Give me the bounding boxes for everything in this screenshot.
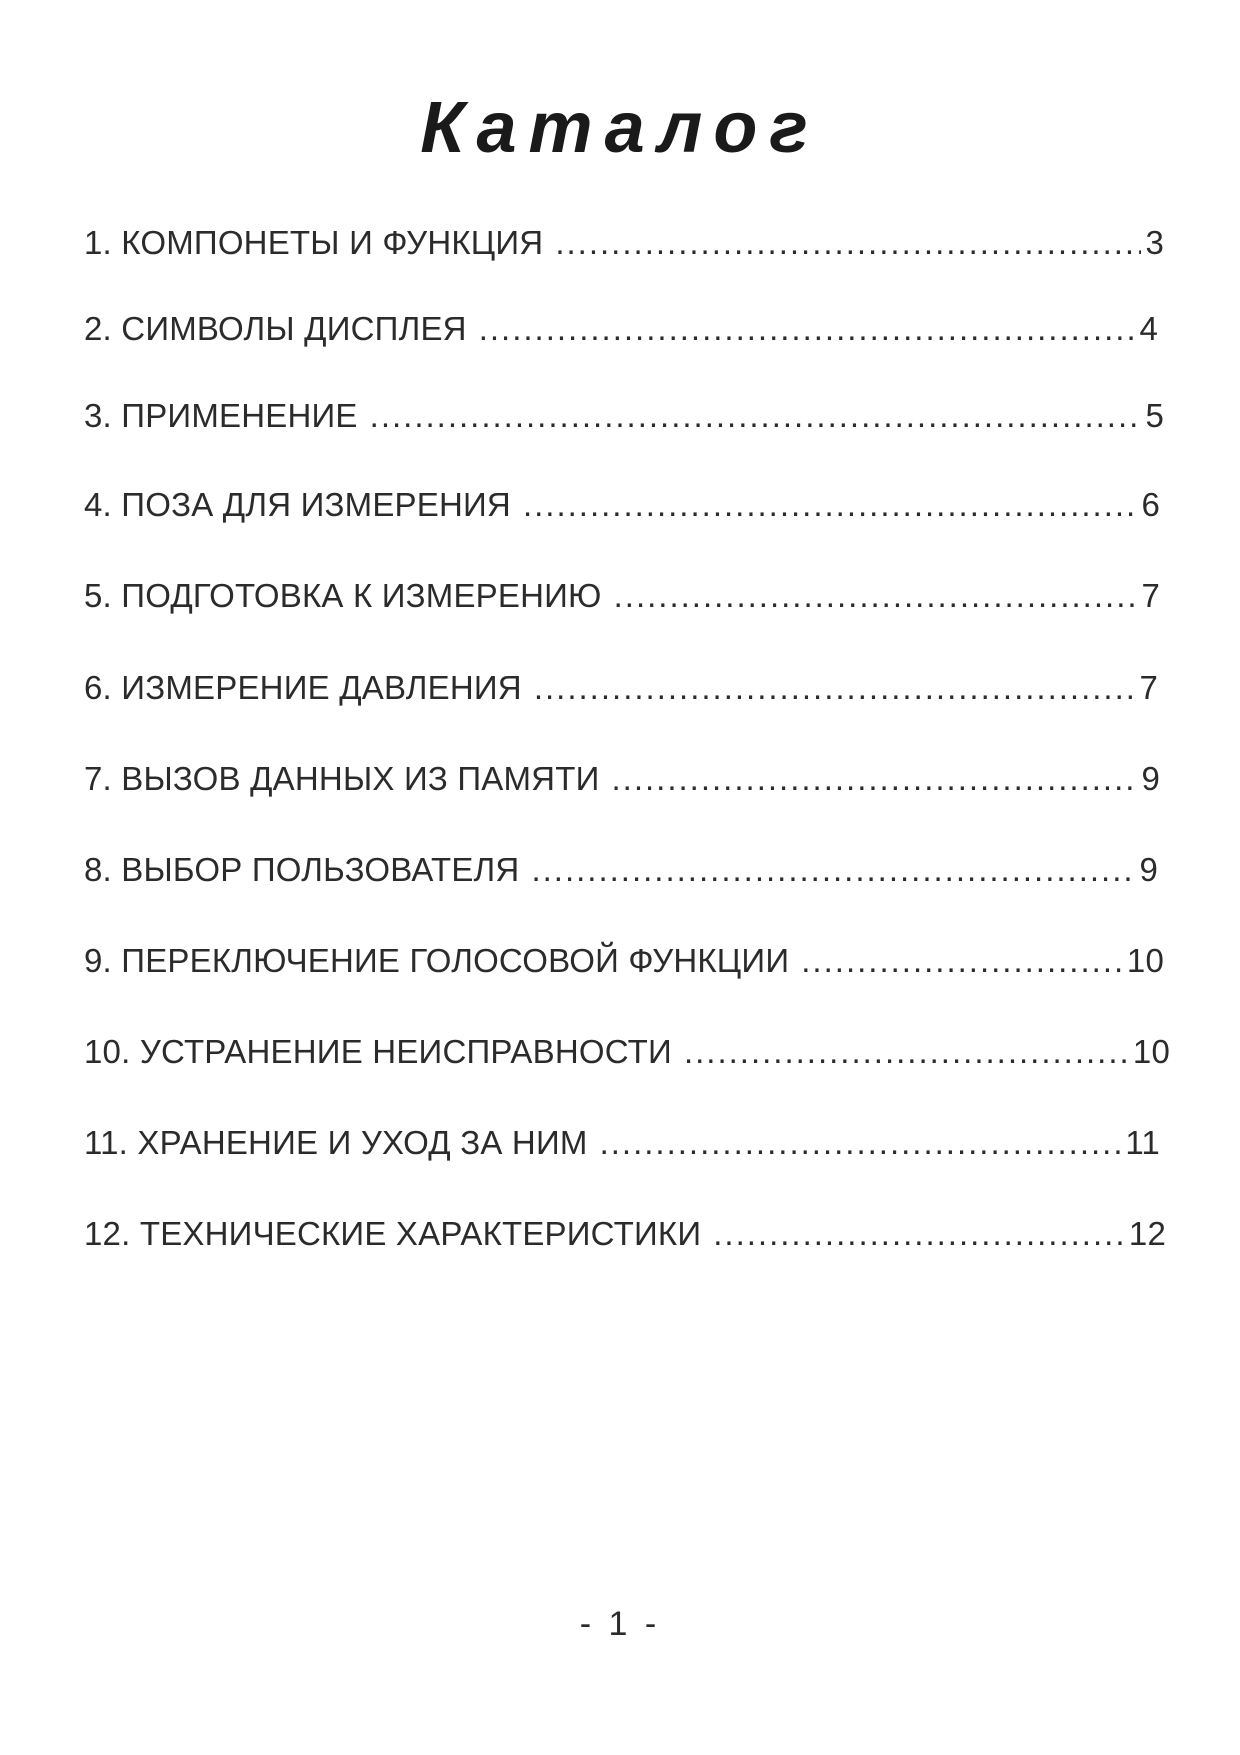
toc-entry[interactable] (84, 479, 1160, 531)
toc-entry[interactable] (84, 303, 1158, 355)
toc-entry[interactable] (84, 570, 1160, 622)
toc-dot-leader (531, 844, 1135, 896)
toc-entry[interactable] (84, 1117, 1160, 1169)
toc-dot-leader (614, 570, 1138, 622)
toc-entry-label: 2. СИМВОЛЫ ДИСПЛЕЯ (84, 310, 467, 347)
toc-entry-page: 10 (1126, 942, 1164, 979)
toc-entry[interactable] (84, 1208, 1166, 1260)
toc-dot-leader (370, 390, 1142, 442)
toc-entry-label: 1. КОМПОНЕТЫ И ФУНКЦИЯ (84, 224, 544, 261)
toc-entry-label: 4. ПОЗА ДЛЯ ИЗМЕРЕНИЯ (84, 486, 511, 523)
toc-entry[interactable] (84, 753, 1160, 805)
toc-dot-leader (523, 479, 1137, 531)
toc-entry-label: 9. ПЕРЕКЛЮЧЕНИЕ ГОЛОСОВОЙ ФУНКЦИИ (84, 942, 790, 979)
toc-dot-leader (801, 935, 1123, 987)
toc-dot-leader (612, 753, 1138, 805)
toc-entry-page: 9 (1141, 760, 1160, 797)
toc-entry-label: 10. УСТРАНЕНИЕ НЕИСПРАВНОСТИ (84, 1033, 672, 1070)
toc-entry[interactable] (84, 390, 1164, 442)
toc-dot-leader (600, 1117, 1122, 1169)
toc-entry-label: 5. ПОДГОТОВКА К ИЗМЕРЕНИЮ (84, 577, 602, 614)
toc-entry-page: 11 (1125, 1124, 1160, 1161)
page-number: - 1 - (579, 1605, 661, 1643)
toc-entry-label: 11. ХРАНЕНИЕ И УХОД ЗА НИМ (84, 1124, 588, 1161)
toc-entry[interactable] (84, 662, 1158, 714)
toc-entry[interactable] (84, 935, 1164, 987)
page-title: Каталог (420, 88, 820, 168)
toc-entry[interactable] (84, 844, 1158, 896)
toc-entry-label: 3. ПРИМЕНЕНИЕ (84, 397, 358, 434)
toc-entry-label: 7. ВЫЗОВ ДАННЫХ ИЗ ПАМЯТИ (84, 760, 600, 797)
toc-dot-leader (534, 662, 1136, 714)
toc-entry-page: 7 (1139, 669, 1158, 706)
toc-entry-page: 5 (1145, 397, 1164, 434)
toc-entry-page: 12 (1128, 1215, 1166, 1252)
toc-entry-label: 8. ВЫБОР ПОЛЬЗОВАТЕЛЯ (84, 851, 520, 888)
toc-entry-page: 7 (1141, 577, 1160, 614)
toc-dot-leader (555, 217, 1141, 269)
toc-entry-label: 6. ИЗМЕРЕНИЕ ДАВЛЕНИЯ (84, 669, 522, 706)
toc-entry-label: 12. ТЕХНИЧЕСКИЕ ХАРАКТЕРИСТИКИ (84, 1215, 702, 1252)
toc-dot-leader (713, 1208, 1125, 1260)
toc-entry-page: 6 (1141, 486, 1160, 523)
toc-entry[interactable] (84, 217, 1164, 269)
toc-dot-leader (479, 303, 1136, 355)
toc-entry-page: 4 (1139, 310, 1158, 347)
toc-dot-leader (684, 1026, 1129, 1078)
toc-entry-page: 9 (1139, 851, 1158, 888)
toc-entry[interactable] (84, 1026, 1170, 1078)
toc-entry-page: 3 (1145, 224, 1164, 261)
toc-entry-page: 10 (1132, 1033, 1170, 1070)
